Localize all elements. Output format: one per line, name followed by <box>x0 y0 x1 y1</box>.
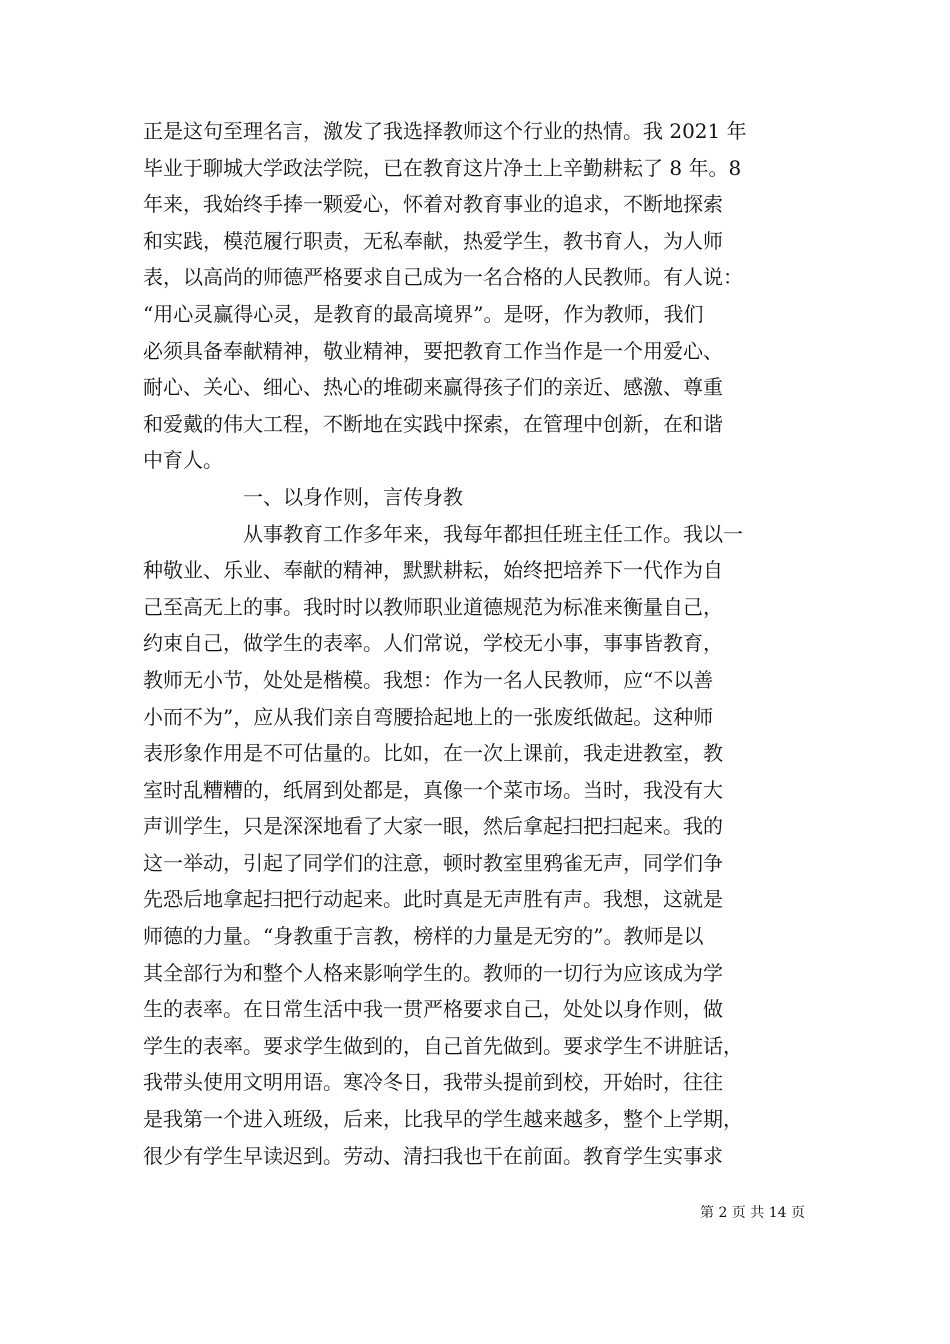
body-text <box>143 113 833 1174</box>
text-line: 表，以高尚的师德严格要求自己成为一名合格的人民教师。有人说： <box>143 265 743 290</box>
text-line: 室时乱糟糟的，纸屑到处都是，真像一个菜市场。当时，我没有大 <box>143 777 723 802</box>
text-line: 其全部行为和整个人格来影响学生的。教师的一切行为应该成为学 <box>143 960 723 985</box>
page-number-footer: 第 2 页 共 14 页 <box>700 1205 805 1221</box>
text-line: 声训学生，只是深深地看了大家一眼，然后拿起扫把扫起来。我的 <box>143 814 723 839</box>
text-line: 己至高无上的事。我时时以教师职业道德规范为标准来衡量自己， <box>143 594 723 619</box>
text-line: 教师无小节，处处是楷模。我想：作为一名人民教师，应“不以善 <box>143 667 714 692</box>
text-line: 先恐后地拿起扫把行动起来。此时真是无声胜有声。我想，这就是 <box>143 887 723 912</box>
text-line: 种敬业、乐业、奉献的精神，默默耕耘，始终把培养下一代作为自 <box>143 558 723 583</box>
text-line: 毕业于聊城大学政法学院，已在教育这片净土上辛勤耕耘了 8 年。8 <box>143 155 742 180</box>
text-line: 学生的表率。要求学生做到的，自己首先做到。要求学生不讲脏话， <box>143 1033 743 1058</box>
text-line: 和实践，模范履行职责，无私奉献，热爱学生，教书育人，为人师 <box>143 228 723 253</box>
text-line: 我带头使用文明用语。寒冷冬日，我带头提前到校，开始时，往往 <box>143 1070 723 1095</box>
text-line: 生的表率。在日常生活中我一贯严格要求自己，处处以身作则，做 <box>143 997 723 1022</box>
text-line: 必须具备奉献精神，敬业精神，要把教育工作当作是一个用爱心、 <box>143 338 723 363</box>
text-line: “用心灵赢得心灵，是教育的最高境界”。是呀，作为教师，我们 <box>143 301 704 326</box>
text-line: 是我第一个进入班级，后来，比我早的学生越来越多，整个上学期， <box>143 1107 743 1132</box>
text-line: 表形象作用是不可估量的。比如，在一次上课前，我走进教室，教 <box>143 741 723 766</box>
text-line: 师德的力量。“身教重于言教，榜样的力量是无穷的”。教师是以 <box>143 924 704 949</box>
text-line: 从事教育工作多年来，我每年都担任班主任工作。我以一 <box>243 521 743 546</box>
text-line: 这一举动，引起了同学们的注意，顿时教室里鸦雀无声，同学们争 <box>143 850 723 875</box>
text-line: 年来，我始终手捧一颗爱心，怀着对教育事业的追求，不断地探索 <box>143 192 723 217</box>
text-line: 正是这句至理名言，激发了我选择教师这个行业的热情。我 2021 年 <box>143 119 747 143</box>
section-heading: 一、以身作则，言传身教 <box>243 484 463 509</box>
text-line: 约束自己，做学生的表率。人们常说，学校无小事，事事皆教育， <box>143 631 723 656</box>
text-line: 很少有学生早读迟到。劳动、清扫我也干在前面。教育学生实事求 <box>143 1143 723 1168</box>
text-line: 中育人。 <box>143 448 223 473</box>
text-line: 和爱戴的伟大工程，不断地在实践中探索，在管理中创新，在和谐 <box>143 411 723 436</box>
text-line: 小而不为”，应从我们亲自弯腰拾起地上的一张废纸做起。这种师 <box>143 704 714 729</box>
text-line: 耐心、关心、细心、热心的堆砌来赢得孩子们的亲近、感激、尊重 <box>143 375 723 400</box>
